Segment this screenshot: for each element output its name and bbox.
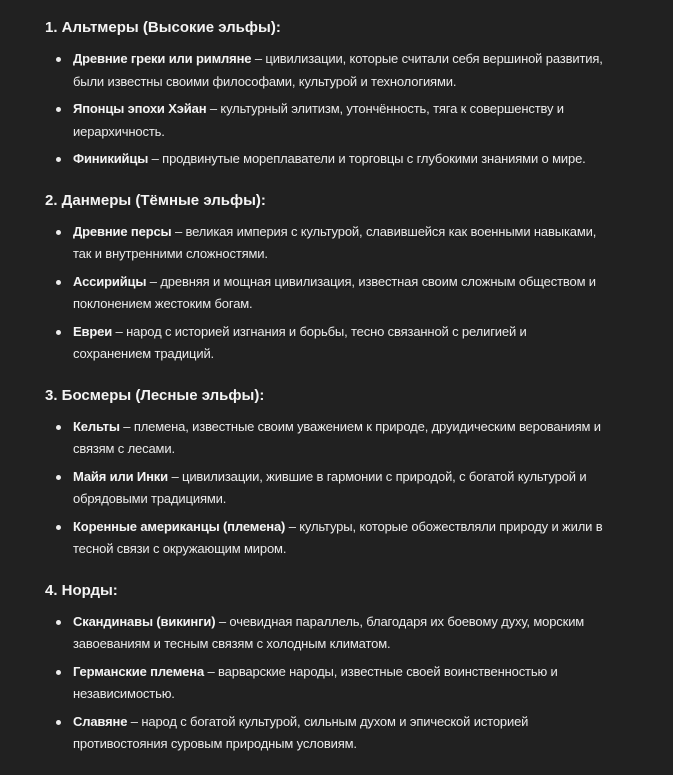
- item-description: – древняя и мощная цивилизация, известная своим сложным обществом и поклонением жестоким богам.: [73, 273, 596, 311]
- bullet-list: [45, 611, 605, 756]
- item-description: – племена, известные своим уважением к природе, друидическим верованиям и связям с лесами.: [73, 418, 601, 456]
- item-description: – цивилизации, которые считали себя вершиной развития, были известны своими философами, культурой и технологиями.: [73, 51, 603, 89]
- item-description: – культурный элитизм, утончённость, тяга к совершенству и иерархичность.: [73, 101, 564, 139]
- item-name: Коренные американцы (племена): [73, 518, 286, 534]
- list-item: [73, 148, 605, 171]
- list-item: [73, 416, 605, 461]
- item-description: – цивилизации, жившие в гармонии с природой, с богатой культурой и обрядовыми традициями.: [73, 468, 587, 506]
- item-description: – очевидная параллель, благодаря их боевому духу, морским завоеваниям и тесным связям с холодным климатом.: [73, 613, 585, 651]
- section-heading: 4. Норды:: [45, 581, 118, 599]
- item-description: – продвинутые мореплаватели и торговцы с глубокими знаниями о мире.: [148, 151, 586, 166]
- bullet-icon: [56, 425, 61, 430]
- item-name: Евреи: [73, 323, 113, 339]
- bullet-list: [45, 416, 605, 561]
- section-heading: 2. Данмеры (Тёмные эльфы):: [45, 191, 266, 209]
- bullet-list: [45, 221, 605, 366]
- bullet-icon: [56, 330, 61, 335]
- bullet-icon: [56, 525, 61, 530]
- item-description: – народ с богатой культурой, сильным духом и эпической историей противостояния суровым природным условиям.: [73, 713, 529, 751]
- item-name: Японцы эпохи Хэйан: [73, 101, 207, 116]
- item-name: Древние греки или римляне: [73, 51, 252, 66]
- item-description: – культуры, которые обожествляли природу и жили в тесной связи с окружающим миром.: [73, 518, 603, 556]
- list-item: [73, 466, 605, 511]
- list-item: [73, 321, 605, 366]
- bullet-icon: [56, 720, 61, 725]
- bullet-icon: [56, 280, 61, 285]
- bullet-icon: [56, 670, 61, 675]
- item-name: Скандинавы (викинги): [73, 613, 216, 629]
- item-name: Ассирийцы: [73, 273, 147, 289]
- section-heading: 1. Альтмеры (Высокие эльфы):: [45, 19, 281, 36]
- item-description: – варварские народы, известные своей воинственностью и независимостью.: [73, 663, 558, 701]
- list-item: [73, 48, 605, 93]
- list-item: [73, 661, 605, 706]
- bullet-icon: [56, 620, 61, 625]
- item-name: Кельты: [73, 418, 120, 434]
- list-item: [73, 98, 605, 143]
- item-name: Германские племена: [73, 663, 205, 679]
- bullet-list: [45, 48, 605, 171]
- response-content: [45, 17, 605, 775]
- list-item: [73, 711, 605, 756]
- list-item: [73, 271, 605, 316]
- bullet-icon: [56, 57, 61, 62]
- item-description: – народ с историей изгнания и борьбы, тесно связанной с религией и сохранением традиций.: [73, 323, 527, 361]
- item-name: Древние персы: [73, 223, 172, 239]
- list-item: [73, 611, 605, 656]
- bullet-icon: [56, 230, 61, 235]
- item-name: Славяне: [73, 713, 128, 729]
- section-heading: 3. Босмеры (Лесные эльфы):: [45, 386, 265, 404]
- bullet-icon: [56, 475, 61, 480]
- item-name: Майя или Инки: [73, 468, 169, 484]
- bullet-icon: [56, 157, 61, 162]
- item-name: Финикийцы: [73, 151, 149, 166]
- item-description: – великая империя с культурой, славившейся как военными навыками, так и внутренними сложностями.: [73, 223, 597, 261]
- bullet-icon: [56, 107, 61, 112]
- list-item: [73, 221, 605, 266]
- list-item: [73, 516, 605, 561]
